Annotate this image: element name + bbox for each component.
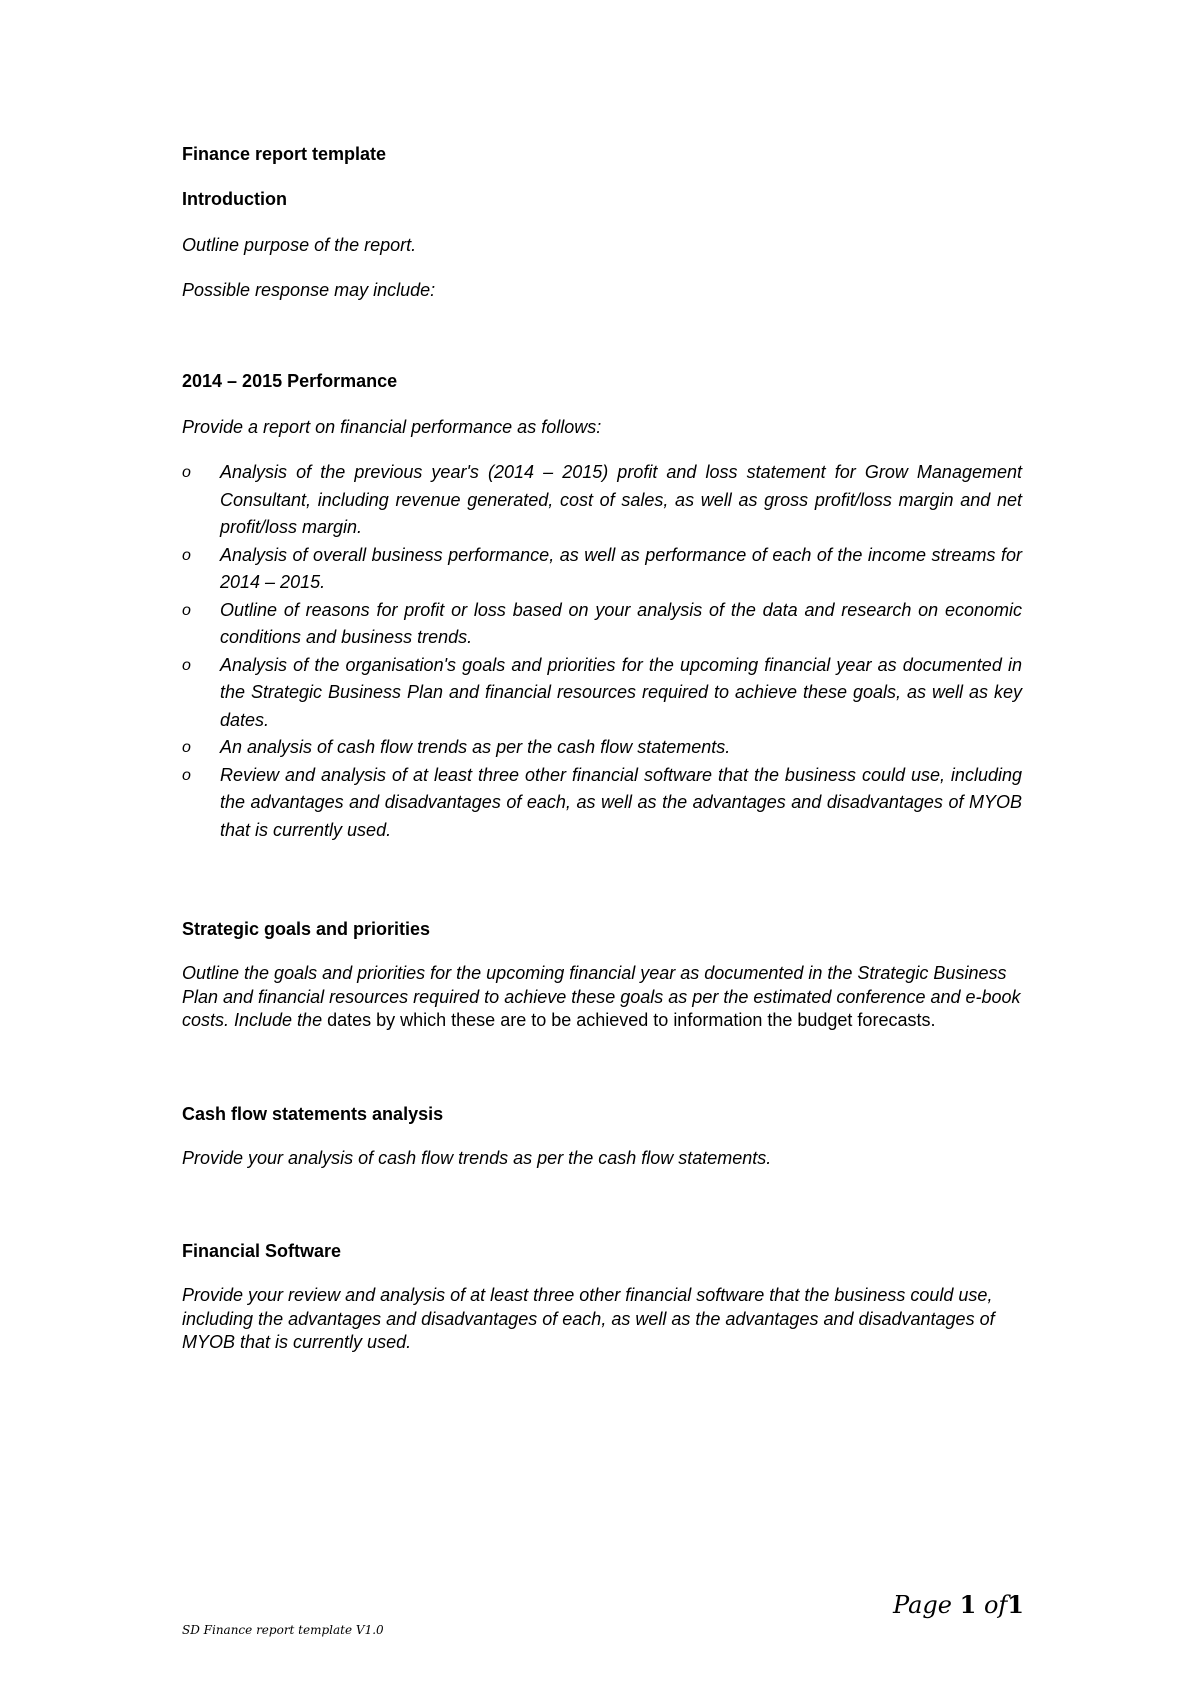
introduction-heading: Introduction — [182, 189, 287, 209]
bullet-text: Analysis of the previous year's (2014 – 2015) profit and loss statement for Grow Management Consultant, including revenue generated, cost of sales, as well as gross profit/loss margin and net profit/loss margin. — [220, 462, 1022, 537]
list-item — [182, 762, 1022, 845]
cash-flow-heading: Cash flow statements analysis — [182, 1103, 444, 1124]
bullet-marker: o — [182, 739, 191, 756]
document-title: Finance report template — [182, 144, 387, 164]
page-word: Page — [893, 1591, 952, 1619]
introduction-paragraph-1: Outline purpose of the report. — [182, 235, 417, 255]
strategic-goals-text-italic: Outline the goals and priorities for the upcoming financial year as documented in the Strategic Business Plan and financial resources required to achieve these goals as per the estimated conference and e-book costs. Include the — [182, 963, 1021, 1030]
strategic-goals-paragraph — [182, 962, 1022, 1033]
page-of: of — [983, 1591, 1008, 1619]
page-number — [893, 1590, 1024, 1620]
document-body — [182, 143, 1022, 1355]
performance-lead: Provide a report on financial performance as follows: — [182, 417, 602, 437]
financial-software-heading: Financial Software — [182, 1241, 342, 1261]
bullet-text: An analysis of cash flow trends as per the cash flow statements. — [220, 737, 731, 757]
bullet-text: Review and analysis of at least three other financial software that the business could use, including the advantages and disadvantages of each, as well as the advantages and disadvantages of MYOB that is currently used. — [220, 764, 1022, 840]
list-item — [182, 542, 1022, 597]
list-item — [182, 459, 1022, 542]
bullet-marker: o — [182, 546, 191, 564]
footer-label: SD Finance report template V1.0 — [182, 1623, 384, 1637]
financial-software-paragraph: Provide your review and analysis of at least three other financial software that the business could use, including the advantages and disadvantages of each, as well as the advantages and disadvantages of MYOB that is currently used. — [182, 1285, 995, 1352]
performance-heading: 2014 – 2015 Performance — [182, 371, 398, 391]
bullet-text: Analysis of the organisation's goals and priorities for the upcoming financial year as documented in the Strategic Business Plan and financial resources required to achieve these goals, as well as key dates. — [220, 654, 1022, 730]
bullet-marker: o — [182, 601, 191, 619]
bullet-text: Analysis of overall business performance, as well as performance of each of the income streams for 2014 – 2015. — [220, 544, 1022, 592]
page-total: 1 — [1007, 1590, 1024, 1619]
strategic-goals-text-upright: dates by which these are to be achieved to information the budget forecasts. — [327, 1010, 936, 1030]
list-item — [182, 652, 1022, 735]
page-current: 1 — [959, 1590, 977, 1619]
bullet-text: Outline of reasons for profit or loss based on your analysis of the data and research on economic conditions and business trends. — [220, 599, 1022, 647]
performance-bullet-list — [182, 459, 1022, 844]
bullet-marker: o — [182, 656, 191, 674]
introduction-paragraph-2: Possible response may include: — [182, 280, 436, 300]
cash-flow-paragraph: Provide your analysis of cash flow trends as per the cash flow statements. — [182, 1147, 772, 1168]
bullet-marker: o — [182, 766, 191, 784]
list-item — [182, 734, 1022, 762]
strategic-goals-heading: Strategic goals and priorities — [182, 919, 431, 939]
list-item — [182, 597, 1022, 652]
bullet-marker: o — [182, 464, 191, 481]
